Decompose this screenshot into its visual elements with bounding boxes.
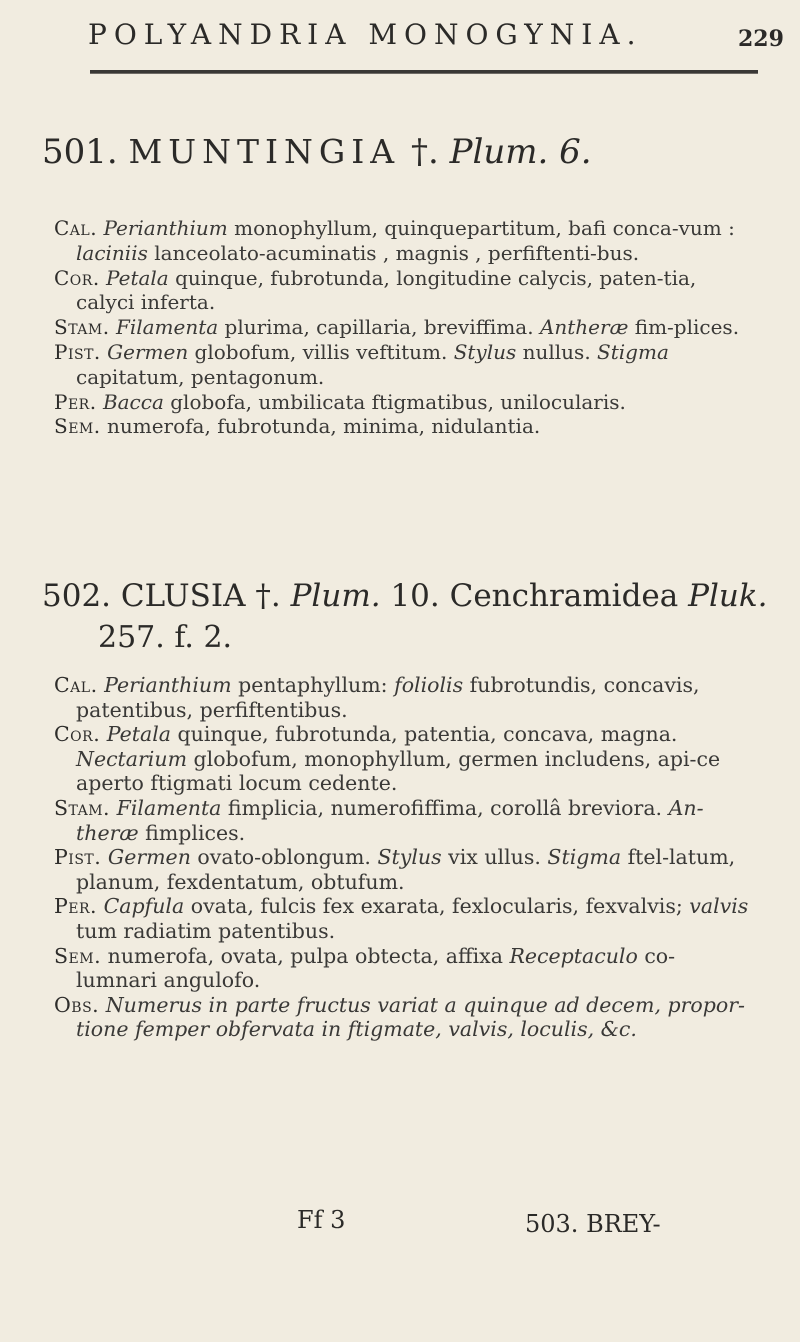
part-text: numerofa, fubrotunda, minima, nidulantia. [106,414,541,439]
italic-term: Perianthium [103,216,228,240]
dagger-mark: †. [410,132,439,172]
part-text: tum radiatim patentibus. [76,918,336,943]
italic-term: Stylus [453,339,517,364]
part-label: Cal. [54,673,98,697]
italic-term: Petala [106,265,169,290]
entry-502-description [54,673,754,1042]
italic-term: An-theræ [76,795,704,845]
part-text: quinque, fubrotunda, patentia, concava, magna. [171,722,678,747]
part-label: Per. [54,894,98,919]
synonym-reference: 257. f. 2. [98,620,233,655]
part-text: pentaphyllum: [231,673,395,697]
part-label: Cal. [54,216,98,240]
synonym-author: Pluk. [688,578,768,614]
running-title: POLYANDRIA MONOGYNIA. [88,18,643,51]
italic-term: Nectarium [76,746,188,771]
italic-term: Petala [106,722,172,747]
entry-number: 501. [42,132,118,172]
reference-number: 10. [390,578,440,614]
italic-term: Stigma [597,339,669,364]
italic-term: Germen [107,845,191,870]
part-text: nullus. [516,339,598,364]
part-text: globofa, umbilicata ftigmatibus, unilocularis. [163,389,626,414]
part-label: Stam. [54,795,111,820]
part-label: Per. [54,389,97,414]
part-label: Sem. [54,414,101,439]
part-text: fimplices. [138,820,246,845]
synonym: Cenchramidea [449,578,679,614]
italic-term: Receptaculo [509,943,638,968]
description-part [54,845,754,894]
part-text: fimplicia, numerofiffima, corollâ breviora. [221,795,669,820]
part-label: Stam. [54,315,110,340]
reference-number: 6. [559,132,592,172]
part-text: lanceolato-acuminatis , magnis , perfiftenti-bus. [147,240,640,265]
part-text: globofum, monophyllum, germen includens, api-ce aperto ftigmati locum cedente. [76,746,721,796]
italic-term: foliolis [394,673,464,697]
part-text: fubrotundis, concavis, patentibus, perfiftentibus. [76,673,700,722]
description-part [54,266,754,316]
part-label: Cor. [54,722,101,747]
part-text: globofum, villis veftitum. [188,339,454,364]
italic-term: Filamenta [115,315,219,340]
italic-term: Germen [107,339,189,364]
italic-term: Perianthium [104,673,232,697]
entry-number: 502. [42,578,112,614]
signature-mark: Ff 3 [297,1206,346,1234]
description-part [54,315,754,340]
part-text: ftel-latum, planum, fexdentatum, obtufum. [76,845,736,894]
italic-term: Bacca [102,389,164,414]
part-label: Obs. [54,992,100,1017]
italic-term: Stigma [547,845,622,870]
part-label: Sem. [54,943,102,968]
description-part [54,414,754,439]
description-part [54,722,754,796]
description-part [54,796,754,845]
italic-term: laciniis [76,240,148,265]
entry-501-heading [42,132,592,172]
description-part [54,673,754,722]
part-label: Cor. [54,265,100,290]
part-text: plurima, capillaria, breviffima. [218,315,540,340]
catchword: 503. BREY- [525,1210,661,1238]
part-text: ovata, fulcis fex exarata, fexlocularis, fexvalvis; [184,894,690,919]
italic-term: Stylus [377,845,442,870]
genus-name: MUNTINGIA [128,132,401,171]
header-rule [90,70,758,74]
part-text: fim-plices. [628,315,740,340]
description-part [54,390,754,415]
dagger-mark: †. [255,578,281,614]
description-part [54,216,754,266]
part-text: quinque, fubrotunda, longitudine calycis, paten-tia, calyci inferta. [76,265,697,315]
italic-term: Capfula [103,894,185,919]
part-text: ovato-oblongum. [190,845,378,870]
part-text: co-lumnari angulofo. [76,943,676,993]
entry-502-heading [42,578,768,614]
genus-name: CLUSIA [120,578,246,614]
description-part [54,894,754,943]
description-part [54,340,754,390]
reference-author: Plum. [449,132,549,172]
reference-author: Plum. [290,578,381,614]
italic-term: Antheræ [539,315,629,340]
part-text: vix ullus. [441,845,548,870]
description-part [54,993,754,1042]
part-label: Pist. [54,845,102,870]
italic-term: Filamenta [116,795,222,820]
italic-term: Numerus in parte fructus variat a quinque ad decem, propor-tione femper obfervata in ftigmate, valvis, loculis, &c. [76,992,745,1042]
italic-term: valvis [689,894,749,919]
part-text: capitatum, pentagonum. [76,364,325,389]
part-label: Pist. [54,339,101,364]
part-text: numerofa, ovata, pulpa obtecta, affixa [107,943,510,968]
entry-501-description [54,216,754,439]
part-text: monophyllum, quinquepartitum, bafi conca-vum : [227,216,735,240]
page-number: 229 [738,26,784,52]
description-part [54,944,754,993]
